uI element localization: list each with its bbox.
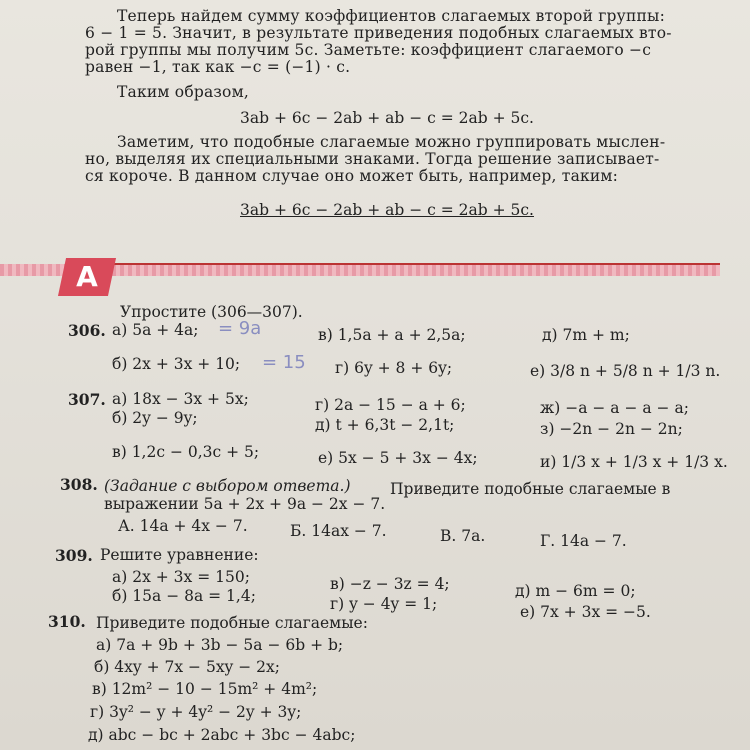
exercise-item: и) 1/3 x + 1/3 x + 1/3 x. bbox=[540, 453, 728, 471]
exercise-item: б) 4xy + 7x − 5xy − 2x; bbox=[94, 658, 280, 676]
exercise-number: 306. bbox=[68, 321, 106, 340]
paragraph-line: Теперь найдем сумму коэффициентов слагаемых второй группы: bbox=[117, 7, 666, 25]
handwritten-note: = 9a bbox=[218, 318, 262, 339]
section-title: Упростите (306—307). bbox=[120, 303, 303, 321]
exercise-number: 310. bbox=[48, 612, 86, 631]
paragraph-line: Заметим, что подобные слагаемые можно группировать мыслен- bbox=[117, 133, 666, 151]
exercise-item: г) 6y + 8 + 6y; bbox=[335, 359, 453, 377]
exercise-item: д) m − 6m = 0; bbox=[515, 582, 636, 600]
exercise-item: е) 7x + 3x = −5. bbox=[520, 603, 651, 621]
section-banner bbox=[0, 258, 750, 298]
formula-grouped: 3ab + 6c − 2ab + ab − c = 2ab + 5c. bbox=[240, 201, 534, 219]
paragraph-line: рой группы мы получим 5c. Заметьте: коэффициент слагаемого −c bbox=[85, 41, 652, 59]
exercise-item: а) 2x + 3x = 150; bbox=[112, 568, 250, 586]
exercise-item: а) 7a + 9b + 3b − 5a − 6b + b; bbox=[96, 636, 344, 654]
exercise-item: в) 1,5a + a + 2,5a; bbox=[318, 326, 466, 344]
paragraph-line: Таким образом, bbox=[117, 83, 249, 101]
exercise-item: г) y − 4y = 1; bbox=[330, 595, 438, 613]
answer-option: В. 7a. bbox=[440, 527, 486, 545]
exercise-number: 308. bbox=[60, 475, 98, 494]
answer-option: Г. 14a − 7. bbox=[540, 532, 627, 550]
answer-option: А. 14a + 4x − 7. bbox=[118, 517, 248, 535]
section-letter: A bbox=[76, 260, 98, 293]
paragraph-line: ся короче. В данном случае оно может быть, например, таким: bbox=[85, 167, 619, 185]
exercise-item: б) 2x + 3x + 10; bbox=[112, 355, 241, 373]
exercise-number: 307. bbox=[68, 390, 106, 409]
paragraph-line: равен −1, так как −c = (−1) · c. bbox=[85, 58, 351, 76]
exercise-item: д) 7m + m; bbox=[542, 326, 630, 344]
paragraph-line: но, выделяя их специальными знаками. Тогда решение записывает- bbox=[85, 150, 660, 168]
task-text: Решите уравнение: bbox=[100, 546, 259, 564]
answer-option: Б. 14ax − 7. bbox=[290, 522, 387, 540]
task-text: Приведите подобные слагаемые в bbox=[390, 480, 671, 498]
handwritten-note: = 15 bbox=[262, 352, 306, 373]
banner-rule bbox=[95, 263, 720, 265]
exercise-item: г) 3y² − y + 4y² − 2y + 3y; bbox=[90, 703, 302, 721]
task-text: выражении 5a + 2x + 9a − 2x − 7. bbox=[104, 495, 386, 513]
section-letter-badge bbox=[58, 258, 116, 296]
exercise-item: в) 12m² − 10 − 15m² + 4m²; bbox=[92, 680, 318, 698]
exercise-item: а) 18x − 3x + 5x; bbox=[112, 390, 249, 408]
exercise-item: з) −2n − 2n − 2n; bbox=[540, 420, 683, 438]
exercise-item: ж) −a − a − a − a; bbox=[540, 399, 689, 417]
exercise-item: е) 3/8 n + 5/8 n + 1/3 n. bbox=[530, 362, 721, 380]
exercise-item: в) −z − 3z = 4; bbox=[330, 575, 450, 593]
exercise-item: д) t + 6,3t − 2,1t; bbox=[315, 416, 455, 434]
exercise-item: б) 2y − 9y; bbox=[112, 409, 198, 427]
exercise-item: д) abc − bc + 2abc + 3bc − 4abc; bbox=[88, 726, 356, 744]
paragraph-line: 6 − 1 = 5. Значит, в результате приведения подобных слагаемых вто- bbox=[85, 24, 672, 42]
exercise-item: г) 2a − 15 − a + 6; bbox=[315, 396, 466, 414]
exercise-number: 309. bbox=[55, 546, 93, 565]
exercise-item: б) 15a − 8a = 1,4; bbox=[112, 587, 256, 605]
task-text: Приведите подобные слагаемые: bbox=[96, 614, 368, 632]
exercise-item: в) 1,2c − 0,3c + 5; bbox=[112, 443, 260, 461]
exercise-item: е) 5x − 5 + 3x − 4x; bbox=[318, 449, 478, 467]
task-note: (Задание с выбором ответа.) bbox=[104, 477, 351, 495]
formula: 3ab + 6c − 2ab + ab − c = 2ab + 5c. bbox=[240, 109, 534, 127]
exercise-item: а) 5a + 4a; bbox=[112, 321, 199, 339]
